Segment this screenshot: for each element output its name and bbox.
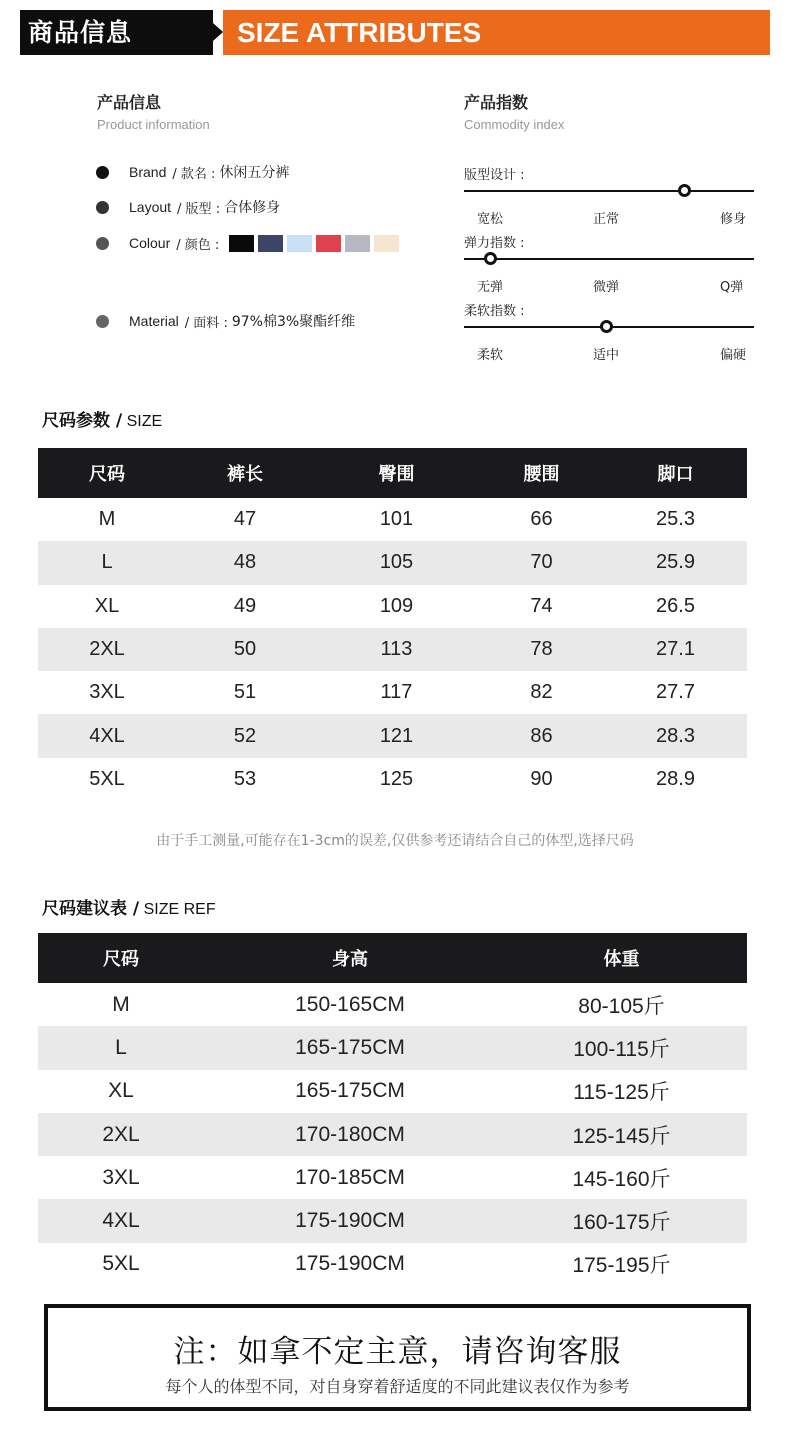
- table-header: [38, 448, 747, 498]
- table-cell: 170-180CM: [295, 1122, 405, 1146]
- scale-label-soft: 柔软指数 :: [464, 304, 525, 319]
- table-cell: 25.9: [656, 551, 695, 574]
- measurement-note: 由于手工测量,可能存在1-3cm的误差,仅供参考还请结合自己的体型,选择尺码: [156, 833, 634, 849]
- notice-main-text: 注：如拿不定主意，请咨询客服: [173, 1334, 622, 1370]
- table-row: [38, 585, 747, 628]
- attr-label: Colour: [129, 235, 171, 251]
- table-cell: XL: [108, 1079, 134, 1103]
- table-cell: 80-105斤: [578, 994, 665, 1018]
- table-cell: 27.7: [656, 681, 695, 704]
- scale-track-fit: [464, 190, 754, 192]
- table-cell: 109: [379, 594, 414, 617]
- table-cell: 4XL: [89, 724, 125, 747]
- ref-table-title-en: SIZE REF: [139, 901, 216, 918]
- attr-label: Brand: [129, 164, 167, 180]
- table-row: [38, 541, 747, 584]
- scale-track-soft: [464, 326, 754, 328]
- attr-value: 97%棉3%聚酯纤维: [231, 314, 356, 330]
- product-info-title: 产品信息: [97, 93, 162, 112]
- table-cell: 50: [233, 638, 257, 661]
- header-cell: 腰围: [523, 464, 560, 485]
- table-cell: 165-175CM: [295, 1079, 405, 1103]
- table-cell: 117: [380, 681, 413, 704]
- table-cell: 27.1: [656, 638, 695, 661]
- ref-table: [38, 933, 747, 1286]
- table-row: [38, 1199, 747, 1242]
- attr-material: [96, 311, 355, 331]
- table-cell: 125-145斤: [572, 1124, 671, 1148]
- header-cell: 脚口: [657, 464, 694, 485]
- size-table: [38, 448, 747, 801]
- table-cell: 175-190CM: [295, 1252, 405, 1276]
- scale-label-fit: 版型设计 :: [464, 168, 525, 183]
- table-cell: 5XL: [89, 767, 125, 790]
- scale-tick: 适中: [593, 348, 620, 363]
- table-cell: 26.5: [656, 594, 695, 617]
- scale-tick: 无弹: [477, 280, 504, 295]
- table-cell: 115-125斤: [573, 1081, 670, 1105]
- table-cell: 74: [530, 594, 553, 617]
- attr-layout: [96, 197, 280, 217]
- bullet-icon: [96, 201, 109, 214]
- attr-sep: / 版型 :: [177, 201, 221, 217]
- table-cell: 78: [530, 638, 553, 661]
- table-row: [38, 1113, 747, 1156]
- commodity-index-subtitle: Commodity index: [464, 117, 565, 132]
- table-cell: 49: [233, 594, 257, 617]
- banner-title-en: SIZE ATTRIBUTES: [223, 10, 770, 55]
- header-cell: 臀围: [378, 464, 415, 485]
- table-cell: 90: [530, 767, 553, 790]
- table-row: [38, 1156, 747, 1199]
- table-cell: 105: [379, 551, 414, 574]
- header-cell: 体重: [603, 949, 640, 970]
- table-cell: 86: [530, 724, 553, 747]
- attr-sep: / 款名 :: [172, 166, 216, 182]
- scale-tick: 修身: [720, 212, 747, 227]
- colour-swatch[interactable]: [258, 235, 283, 252]
- ref-table-title: [42, 894, 216, 919]
- table-cell: 25.3: [656, 508, 695, 531]
- table-cell: 70: [530, 551, 553, 574]
- table-row: [38, 1243, 747, 1286]
- size-table-title-cn: 尺码参数 /: [42, 411, 123, 431]
- colour-swatch[interactable]: [374, 235, 399, 252]
- attr-sep: / 面料 :: [184, 315, 228, 331]
- table-cell: L: [115, 1035, 127, 1059]
- table-cell: 3XL: [102, 1165, 140, 1189]
- scale-track-elastic: [464, 258, 754, 260]
- notice-sub-text: 每个人的体型不同，对自身穿着舒适度的不同此建议表仅作为参考: [165, 1377, 630, 1396]
- attr-label: Layout: [129, 199, 172, 215]
- table-row: [38, 498, 747, 541]
- table-row: [38, 671, 747, 714]
- header-cell: 尺码: [89, 464, 125, 485]
- table-cell: L: [101, 551, 113, 574]
- banner-arrow-icon: [213, 23, 223, 41]
- table-cell: 101: [379, 508, 414, 531]
- attr-colour: [96, 233, 403, 253]
- table-cell: 82: [530, 681, 553, 704]
- table-cell: 51: [233, 681, 257, 704]
- table-cell: 48: [233, 551, 257, 574]
- ref-table-title-cn: 尺码建议表 /: [42, 899, 140, 919]
- table-cell: 28.9: [656, 767, 695, 790]
- table-row: [38, 1026, 747, 1069]
- table-cell: 100-115斤: [573, 1037, 670, 1061]
- colour-swatch[interactable]: [229, 235, 254, 252]
- scale-label-elastic: 弹力指数 :: [464, 236, 525, 251]
- colour-swatches: [229, 235, 403, 252]
- attr-value: 合体修身: [224, 200, 281, 216]
- table-row: [38, 983, 747, 1026]
- table-row: [38, 758, 747, 801]
- table-row: [38, 628, 747, 671]
- table-cell: 53: [233, 767, 257, 790]
- scale-tick: 柔软: [477, 348, 504, 363]
- table-cell: 121: [379, 724, 414, 747]
- product-info-subtitle: Product information: [97, 117, 210, 132]
- bullet-icon: [96, 237, 109, 250]
- attr-brand: [96, 162, 289, 182]
- scale-tick: Q弹: [720, 280, 744, 295]
- table-cell: M: [112, 992, 130, 1016]
- table-cell: 125: [379, 767, 414, 790]
- size-table-title: [42, 406, 162, 431]
- colour-swatch[interactable]: [316, 235, 341, 252]
- table-cell: 28.3: [656, 724, 695, 747]
- table-cell: 66: [530, 508, 553, 531]
- scale-tick: 微弹: [593, 280, 620, 295]
- table-header: [38, 933, 747, 983]
- table-row: [38, 714, 747, 757]
- notice-box: [44, 1304, 751, 1411]
- header-cell: 裤长: [227, 464, 263, 485]
- header-cell: 身高: [332, 949, 368, 970]
- table-cell: 175-195斤: [572, 1254, 671, 1278]
- scale-knob[interactable]: [600, 320, 613, 333]
- scale-tick: 宽松: [477, 212, 504, 227]
- table-cell: 2XL: [89, 638, 125, 661]
- colour-swatch[interactable]: [345, 235, 370, 252]
- table-cell: 170-185CM: [295, 1165, 405, 1189]
- header-cell: 尺码: [103, 949, 139, 970]
- table-cell: 165-175CM: [295, 1035, 405, 1059]
- table-cell: 113: [380, 638, 413, 661]
- size-table-title-en: SIZE: [122, 413, 163, 430]
- table-cell: 2XL: [102, 1122, 140, 1146]
- attr-value: 休闲五分裤: [219, 165, 290, 181]
- scale-knob[interactable]: [484, 252, 497, 265]
- table-cell: M: [98, 508, 116, 531]
- table-cell: 52: [233, 724, 257, 747]
- table-cell: 3XL: [89, 681, 125, 704]
- table-cell: 175-190CM: [295, 1209, 405, 1233]
- table-cell: 5XL: [102, 1252, 140, 1276]
- attr-label: Material: [129, 313, 179, 329]
- table-row: [38, 1070, 747, 1113]
- bullet-icon: [96, 315, 109, 328]
- table-cell: 145-160斤: [572, 1167, 671, 1191]
- table-cell: 160-175斤: [572, 1211, 671, 1235]
- table-cell: XL: [94, 594, 120, 617]
- scale-tick: 偏硬: [720, 348, 747, 363]
- commodity-index-title: 产品指数: [464, 93, 529, 112]
- header-banner: [20, 10, 770, 55]
- scale-tick: 正常: [593, 212, 620, 227]
- banner-title-cn: 商品信息: [20, 10, 213, 55]
- table-cell: 47: [233, 508, 257, 531]
- table-cell: 150-165CM: [295, 992, 405, 1016]
- scale-knob[interactable]: [678, 184, 691, 197]
- colour-swatch[interactable]: [287, 235, 312, 252]
- bullet-icon: [96, 166, 109, 179]
- table-cell: 4XL: [102, 1209, 140, 1233]
- attr-sep: / 颜色 :: [176, 237, 220, 253]
